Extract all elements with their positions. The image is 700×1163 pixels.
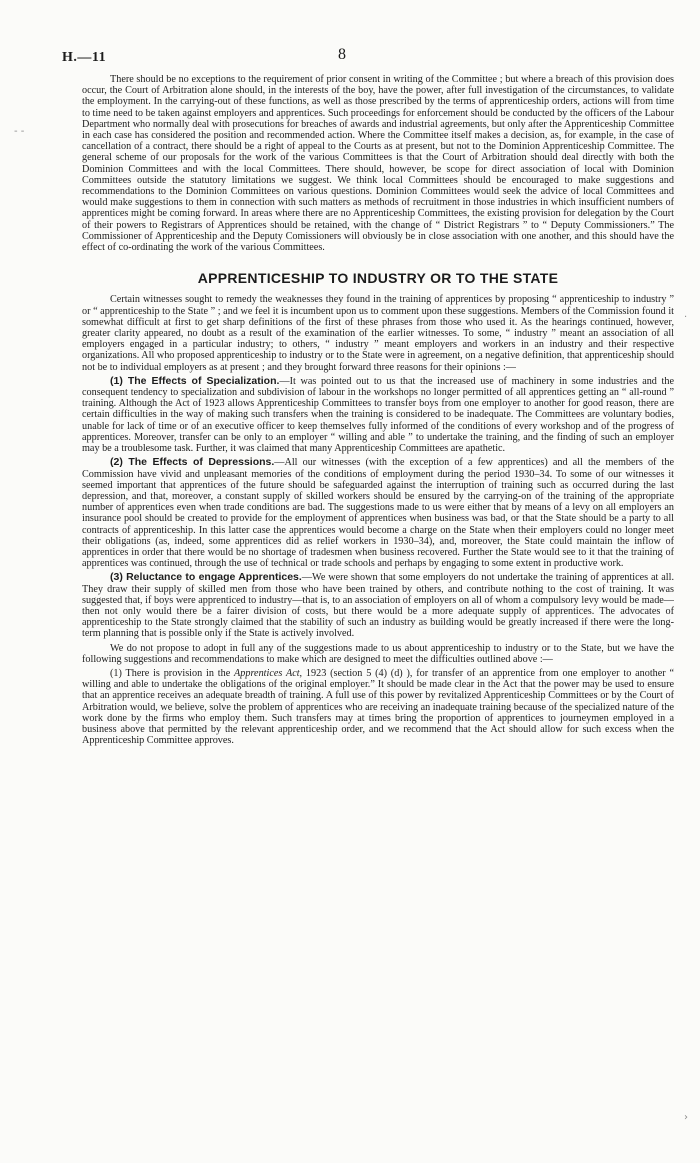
- paragraph: We do not propose to adopt in full any of the suggestions made to us about apprenticeship to industry or to the State, but we have the following suggestions and recommendations to make which are designed to meet the difficulties outlined above :—: [82, 642, 674, 665]
- document-body: [82, 74, 674, 749]
- document-reference: H.—11: [62, 50, 107, 65]
- section-heading: APPRENTICESHIP TO INDUSTRY OR TO THE STATE: [197, 270, 559, 287]
- margin-mark: ·: [684, 312, 688, 323]
- reason-text: —It was pointed out to us that the increased use of machinery in some industries and the consequent tendency to specialization and subdivision of labour in the workshops no longer permitted of all apprentices getting an “ all-round ” training. Although the Act of 1923 allows Apprenticeship Committees to transfer boys from one employer to another for good reason, there are certain difficulties in the way of making such transfers when the training is considered to be inadequate. The Committees are voluntary bodies, unable for lack of time or of an executive officer to keep themselves fully informed of the conditions of every workshop and of the progress of apprentices. Moreover, transfer can be only to an employer “ willing and able ” to undertake the training, and the finding of such an employer may be a troublesome task. Further, it was claimed that many Apprenticeship Committees are apathetic.: [82, 375, 674, 455]
- reason-paragraph: [82, 457, 674, 569]
- reason-text: —We were shown that some employers do not undertake the training of apprentices at all. They draw their supply of skilled men from those who have been trained by others, and contribute nothing to the cost of training. It was suggested that, if boys were apprenticed to industry—that is, to an association of employers on all of whom a compulsory levy would be made—then not only would there be a fairer division of costs, but there would be a more adequate supply of apprentices. The advocates of apprenticeship to the State strongly claimed that the stability of such an industry as building would be greatly increased if there were the long-term planning that is possible only if the State is actively involved.: [82, 572, 675, 640]
- margin-mark: ›: [684, 1112, 688, 1123]
- page-number: 8: [338, 46, 346, 63]
- reason-title: (1) The Effects of Specialization.: [110, 374, 280, 387]
- reason-title: (3) Reluctance to engage Apprentices.: [110, 571, 302, 584]
- paragraph: Certain witnesses sought to remedy the weaknesses they found in the training of apprentices by proposing “ apprenticeship to industry ” or “ apprenticeship to the State ” ; and we feel it is incumbent upon us to comment upon these suggestions. Members of the Commission found it somewhat difficult at first to get sharp definitions of the first of these phrases from those who used it. As the hearings continued, however, greater clarity appeared, no doubt as a result of the examination of the earlier witnesses. To some, “ industry ” meant an association of all employers engaged in a particular industry; to others, “ industry ” meant employers and workers in an industry and their respective organizations. All who proposed apprenticeship to industry or to the State were in agreement, on a negative definition, that apprenticeship should not be to individual employers as at present ; and they brought forward three reasons for their opinions :—: [82, 294, 674, 373]
- reason-paragraph: [82, 572, 674, 639]
- paragraph: There should be no exceptions to the requirement of prior consent in writing of the Committee ; but where a breach of this provision does occur, the Court of Arbitration alone should, in the interests of the boy, have the power, after full investigation of the circumstances, to validate the employment. In the carrying-out of these functions, as well as those prescribed by the terms of apprenticeship orders, actions will from time to time need to be taken against employers and apprentices. Such proceedings for enforcement should be conducted by the officers of the Labour Department who normally deal with prosecutions for breaches of awards and industrial agreements, but only after the Apprenticeship Committee in each case has considered the position and recommended action. Where the Committee itself makes a decision, as, for example, in the case of cancellation of a contract, there should be a right of appeal to the Courts as at present, but not to the Dominion Apprenticeship Committee. The general scheme of our proposals for the work of the various Committees is that the Court of Arbitration should deal directly with both the Dominion Committees and with the local Committees. There should, however, be scope for direct association of local with Dominion Committees outside the statutory limitations we suggest. We think local Committees should be encouraged to make suggestions and recommendations to the Dominion Committees on various questions. Dominion Committees would seek the advice of local Committees and would make suggestions to them in connection with such matters as methods of recruitment in those industries in which insufficient numbers of apprentices might be coming forward. In areas where there are no Apprenticeship Committees, the existing provision for delegation by the Court of their powers to Registrars of Apprentices should be retained, with the change of “ District Registrars ” to “ Deputy Commissioners.” The Commissioner of Apprenticeship and the Deputy Comissioners will obviously be in close association with one another, and this should have the effect of co-ordinating the work of the various Committees.: [82, 74, 674, 254]
- margin-mark: - -: [14, 126, 25, 137]
- reason-paragraph: [82, 376, 674, 454]
- reason-text: —All our witnesses (with the exception of a few apprentices) and all the members of the Commission have vivid and unpleasant memories of the conditions of employment during the period 1930–34. To some of our witnesses it seemed important that apprentices of the future should be safeguarded against the interruption of training such as occurred during the last depression, and that, moreover, a constant supply of skilled workers should be ensured by the carrying-on of the training of the appropriate number of apprentices even when trade conditions are bad. The suggestions made to us were either that by means of a levy on all employers an insurance pool should be created to provide for the employment of apprentices when business was bad, or that the State should be a party to all contracts of apprenticeship. In this latter case the apprentices would become a charge on the State when their employers could no longer meet their obligations (as, indeed, some apprentices did as relief workers in 1930–34), and, moreover, the State could maintain the inflow of apprentices in order that there would be no shortage of tradesmen when business recovered. Further the State would see to it that the training of apprentices was continued, through the use of technical or trade schools and perhaps by engaging to some extent in productive work.: [82, 457, 674, 570]
- act-title: Apprentices Act,: [234, 667, 303, 679]
- recommendation-paragraph: (1) There is provision in the Apprentices Act, 1923 (section 5 (4) (d) ), for transfer of an apprentice from one employer to another “ willing and able to undertake the obligations of the original employer.” It should be made clear in the Act that the power may be used to ensure that an apprentice receives an adequate breadth of training. A full use of this power by revitalized Apprenticeship Committees or by the Court of Arbitration would, we believe, solve the problem of apprentices who are receiving an inadequate training because of the specialized nature of the work done by the firms who employ them. Such transfers may at times bring the proportion of apprentices to journeymen employed in a business above that permitted by the relevant apprenticeship order, and we recommend that the Act should allow for such excess when the Apprenticeship Committee approves.: [82, 667, 675, 747]
- reason-title: (2) The Effects of Depressions.: [110, 456, 275, 469]
